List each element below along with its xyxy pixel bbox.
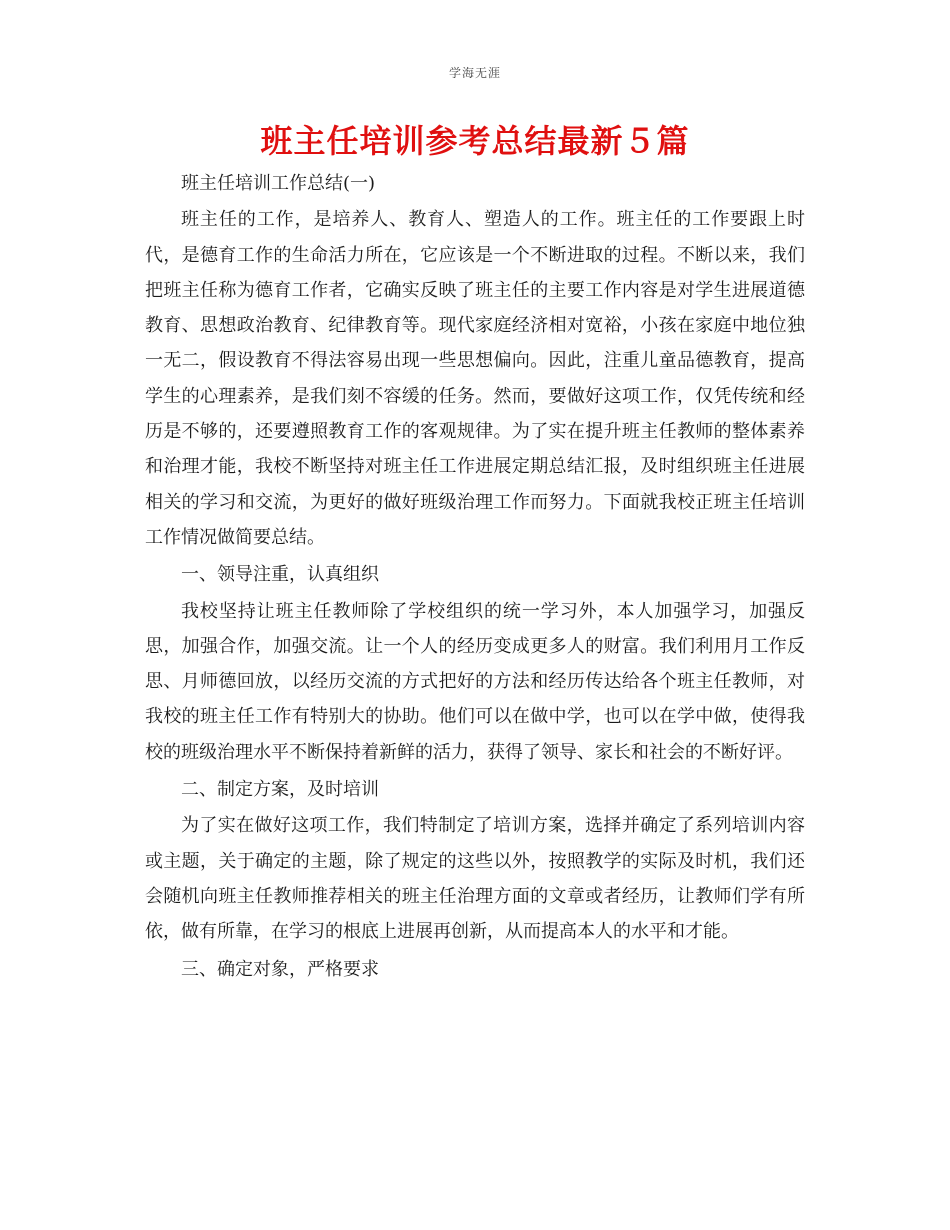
document-body xyxy=(145,166,805,988)
section-heading-2: 二、制定方案，及时培训 xyxy=(181,779,379,801)
section-text-2: 为了实在做好这项工作，我们特制定了培训方案，选择并确定了系列培训内容或主题，关于确定的主题，除了规定的这些以外，按照教学的实际及时机，我们还会随机向班主任教师推荐相关的班主任治理方面的文章或者经历，让教师们学有所依，做有所靠，在学习的根底上进展再创新，从而提高本人的水平和才能。 xyxy=(145,815,805,943)
section-heading-1: 一、领导注重，认真组织 xyxy=(181,564,379,586)
section-text-1: 我校坚持让班主任教师除了学校组织的统一学习外，本人加强学习，加强反思，加强合作，加强交流。让一个人的经历变成更多人的财富。我们利用月工作反思、月师德回放，以经历交流的方式把好的方法和经历传达给各个班主任教师，对我校的班主任工作有特别大的协助。他们可以在做中学，也可以在学中做，使得我校的班级治理水平不断保持着新鲜的活力，获得了领导、家长和社会的不断好评。 xyxy=(145,600,805,763)
intro-paragraph: 班主任的工作，是培养人、教育人、塑造人的工作。班主任的工作要跟上时代，是德育工作的生命活力所在，它应该是一个不断进取的过程。不断以来，我们把班主任称为德育工作者，它确实反映了班主任的主要工作内容是对学生进展道德教育、思想政治教育、纪律教育等。现代家庭经济相对宽裕，小孩在家庭中地位独一无二，假设教育不得法容易出现一些思想偏向。因此，注重儿童品德教育，提高学生的心理素养，是我们刻不容缓的任务。然而，要做好这项工作，仅凭传统和经历是不够的，还要遵照教育工作的客观规律。为了实在提升班主任教师的整体素养和治理才能，我校不断坚持对班主任工作进展定期总结汇报，及时组织班主任进展相关的学习和交流，为更好的做好班级治理工作而努力。下面就我校正班主任培训工作情况做简要总结。 xyxy=(145,209,805,548)
section-heading-3: 三、确定对象，严格要求 xyxy=(181,958,379,980)
document-subtitle: 班主任培训工作总结(一) xyxy=(181,173,376,194)
header-note: 学海无涯 xyxy=(448,66,501,80)
document-title: 班主任培训参考总结最新５篇 xyxy=(260,122,690,160)
